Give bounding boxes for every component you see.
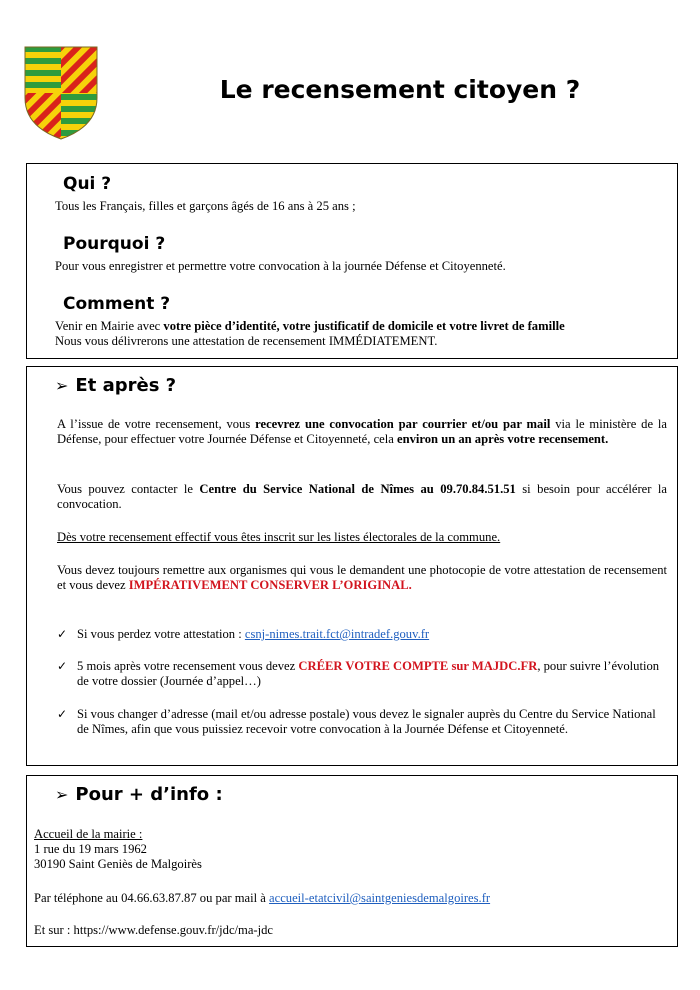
checkmark-icon: ✓	[57, 659, 68, 673]
pourquoi-text: Pour vous enregistrer et permettre votre convocation à la journée Défense et Citoyenneté.	[55, 259, 506, 273]
pourquoi-heading-text: Pourquoi ?	[63, 234, 166, 254]
comment-line-1: Venir en Mairie avec votre pièce d’identité, votre justificatif de domicile et votre livret de famille	[55, 319, 565, 333]
address-line-2: 30190 Saint Geniès de Malgoirès	[34, 857, 202, 871]
accueil-label: Accueil de la mairie :	[34, 827, 143, 841]
more-info-heading-text: Pour + d’info :	[75, 784, 223, 805]
checklist-item-majdc: ✓ 5 mois après votre recensement vous devez CRÉER VOTRE COMPTE sur MAJDC.FR, pour suivre l’évolution de votre dossier (Journée d’appel…)	[57, 659, 660, 688]
arrow-bullet-icon: ➢	[55, 785, 69, 804]
more-info-heading	[55, 784, 223, 805]
et-apres-heading	[55, 375, 176, 396]
arrow-bullet-icon: ➢	[55, 376, 69, 395]
comment-line-2: Nous vous délivrerons une attestation de recensement IMMÉDIATEMENT.	[55, 334, 438, 348]
et-apres-heading-text: Et après ?	[75, 375, 177, 396]
qui-text: Tous les Français, filles et garçons âgés de 16 ans à 25 ans ;	[55, 199, 356, 213]
paragraph-convocation: A l’issue de votre recensement, vous recevrez une convocation par courrier et/ou par mail via le ministère de la Défense, pour effectuer votre Journée Défense et Citoyenneté, cela environ un an après votre recensement.	[57, 417, 667, 446]
paragraph-contact: Vous pouvez contacter le Centre du Service National de Nîmes au 09.70.84.51.51 si besoin pour accélérer la convocation.	[57, 482, 667, 511]
paragraph-attestation: Vous devez toujours remettre aux organismes qui vous le demandent une photocopie de votre attestation de recensement et vous devez IMPÉRATIVEMENT CONSERVER L’ORIGINAL.	[57, 563, 667, 592]
qui-heading	[55, 174, 111, 194]
checkmark-icon: ✓	[57, 627, 68, 641]
email-link-mairie[interactable]: accueil-etatcivil@saintgeniesdemalgoires.fr	[269, 891, 491, 905]
comment-heading	[55, 294, 170, 314]
contact-line: Par téléphone au 04.66.63.87.87 ou par mail à accueil-etatcivil@saintgeniesdemalgoires.fr	[34, 891, 491, 905]
address-line-1: 1 rue du 19 mars 1962	[34, 842, 147, 856]
info-box-after	[26, 366, 678, 766]
email-link-csnj[interactable]: csnj-nimes.trait.fct@intradef.gouv.fr	[244, 627, 430, 641]
coat-of-arms-logo	[24, 46, 98, 140]
page-title: Le recensement citoyen ?	[219, 75, 581, 104]
info-box-contact	[26, 775, 678, 947]
checkmark-icon: ✓	[57, 707, 68, 721]
checklist-item-lost: ✓ Si vous perdez votre attestation : csnj-nimes.trait.fct@intradef.gouv.fr	[57, 627, 430, 641]
website-line: Et sur : https://www.defense.gouv.fr/jdc/ma-jdc	[34, 923, 273, 937]
qui-heading-text: Qui ?	[63, 174, 112, 194]
pourquoi-heading	[55, 234, 165, 254]
info-box-basics	[26, 163, 678, 359]
paragraph-electoral-lists: Dès votre recensement effectif vous êtes inscrit sur les listes électorales de la commune.	[57, 530, 501, 544]
checklist-item-address: ✓ Si vous changer d’adresse (mail et/ou adresse postale) vous devez le signaler auprès du Centre du Service National de Nîmes, afin que vous puissiez recevoir votre convocation à la Journée Défense et Citoyenneté.	[57, 707, 656, 736]
comment-heading-text: Comment ?	[63, 294, 171, 314]
